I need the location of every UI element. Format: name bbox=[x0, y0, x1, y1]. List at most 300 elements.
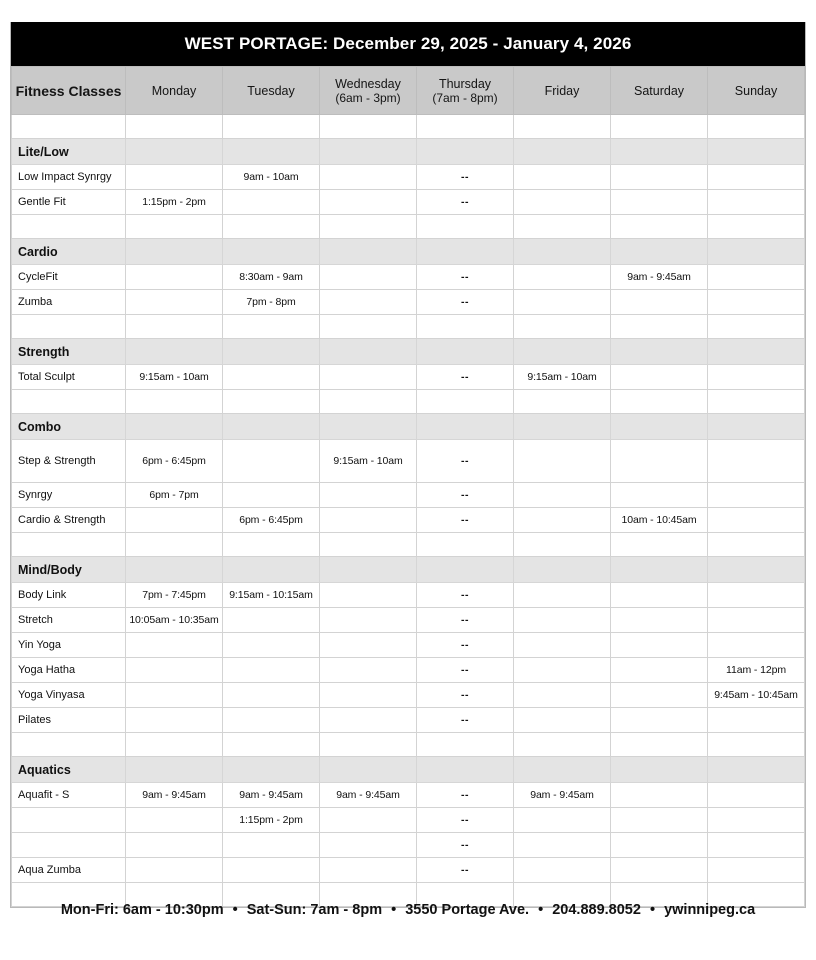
section-title: Strength bbox=[12, 339, 126, 365]
class-row bbox=[12, 833, 805, 858]
class-empty-slot bbox=[611, 365, 708, 390]
footer-separator-icon: • bbox=[538, 902, 544, 918]
class-empty-slot bbox=[708, 783, 805, 808]
class-name: Cardio & Strength bbox=[12, 508, 126, 533]
class-empty-slot bbox=[514, 833, 611, 858]
column-header-label: Tuesday bbox=[247, 83, 295, 98]
spacer-row bbox=[12, 533, 805, 557]
class-unavailable-mark: -- bbox=[417, 708, 514, 733]
section-header-row-aquatics bbox=[12, 757, 805, 783]
class-name: Yin Yoga bbox=[12, 633, 126, 658]
column-header-sunday bbox=[708, 67, 805, 115]
class-row bbox=[12, 265, 805, 290]
class-empty-slot bbox=[126, 265, 223, 290]
spacer-cell bbox=[223, 533, 320, 557]
class-empty-slot bbox=[320, 658, 417, 683]
class-empty-slot bbox=[223, 658, 320, 683]
class-empty-slot bbox=[514, 165, 611, 190]
class-empty-slot bbox=[514, 858, 611, 883]
section-header-cell bbox=[611, 139, 708, 165]
column-header-label: Monday bbox=[151, 83, 197, 98]
spacer-row bbox=[12, 733, 805, 757]
spacer-cell bbox=[417, 115, 514, 139]
column-header-saturday bbox=[611, 67, 708, 115]
class-empty-slot bbox=[514, 190, 611, 215]
section-header-cell bbox=[514, 139, 611, 165]
class-row bbox=[12, 608, 805, 633]
class-empty-slot bbox=[514, 583, 611, 608]
class-unavailable-mark: -- bbox=[417, 583, 514, 608]
class-empty-slot bbox=[611, 683, 708, 708]
column-header-label: Friday bbox=[544, 83, 580, 98]
class-empty-slot bbox=[514, 658, 611, 683]
class-empty-slot bbox=[514, 483, 611, 508]
section-header-cell bbox=[320, 339, 417, 365]
class-unavailable-mark: -- bbox=[417, 783, 514, 808]
section-header-cell bbox=[320, 557, 417, 583]
class-empty-slot bbox=[320, 165, 417, 190]
spacer-row bbox=[12, 115, 805, 139]
spacer-cell bbox=[708, 115, 805, 139]
spacer-cell bbox=[417, 315, 514, 339]
class-time-slot[interactable]: 9am - 9:45am bbox=[514, 783, 611, 808]
section-header-cell bbox=[417, 239, 514, 265]
section-header-cell bbox=[223, 757, 320, 783]
section-title: Mind/Body bbox=[12, 557, 126, 583]
spacer-cell bbox=[126, 733, 223, 757]
footer-address: 3550 Portage Ave. bbox=[405, 902, 530, 918]
section-header-cell bbox=[611, 339, 708, 365]
section-header-cell bbox=[223, 557, 320, 583]
column-header-label: Thursday bbox=[438, 76, 492, 91]
class-empty-slot bbox=[708, 608, 805, 633]
class-empty-slot bbox=[708, 190, 805, 215]
class-empty-slot bbox=[514, 508, 611, 533]
class-empty-slot bbox=[320, 265, 417, 290]
column-header-hours: (7am - 8pm) bbox=[432, 90, 498, 105]
spacer-cell bbox=[223, 390, 320, 414]
footer-info bbox=[0, 902, 816, 918]
class-empty-slot bbox=[708, 365, 805, 390]
footer-separator-icon: • bbox=[232, 902, 238, 918]
class-empty-slot bbox=[514, 265, 611, 290]
class-unavailable-mark: -- bbox=[417, 483, 514, 508]
spacer-cell bbox=[126, 215, 223, 239]
class-empty-slot bbox=[223, 683, 320, 708]
section-title: Aquatics bbox=[12, 757, 126, 783]
class-empty-slot bbox=[611, 858, 708, 883]
section-title: Cardio bbox=[12, 239, 126, 265]
spacer-cell bbox=[320, 390, 417, 414]
spacer-cell bbox=[126, 390, 223, 414]
class-row bbox=[12, 783, 805, 808]
class-row bbox=[12, 708, 805, 733]
class-name: Yoga Vinyasa bbox=[12, 683, 126, 708]
class-time-slot[interactable]: 6pm - 6:45pm bbox=[126, 440, 223, 483]
section-header-cell bbox=[514, 414, 611, 440]
class-empty-slot bbox=[126, 165, 223, 190]
class-row bbox=[12, 633, 805, 658]
class-row bbox=[12, 808, 805, 833]
column-header-label: Wednesday bbox=[335, 76, 401, 91]
class-empty-slot bbox=[611, 440, 708, 483]
class-empty-slot bbox=[514, 440, 611, 483]
class-row bbox=[12, 365, 805, 390]
class-unavailable-mark: -- bbox=[417, 833, 514, 858]
class-name: Total Sculpt bbox=[12, 365, 126, 390]
class-empty-slot bbox=[126, 658, 223, 683]
class-name: Aquafit - S bbox=[12, 783, 126, 808]
spacer-cell bbox=[320, 315, 417, 339]
class-name bbox=[12, 808, 126, 833]
section-header-cell bbox=[708, 239, 805, 265]
class-unavailable-mark: -- bbox=[417, 858, 514, 883]
section-header-cell bbox=[223, 339, 320, 365]
class-empty-slot bbox=[611, 483, 708, 508]
section-header-cell bbox=[320, 139, 417, 165]
class-time-slot[interactable]: 1:15pm - 2pm bbox=[126, 190, 223, 215]
section-header-cell bbox=[126, 414, 223, 440]
section-header-row-mind-body bbox=[12, 557, 805, 583]
class-name: Stretch bbox=[12, 608, 126, 633]
class-time-slot[interactable]: 6pm - 6:45pm bbox=[223, 508, 320, 533]
class-unavailable-mark: -- bbox=[417, 608, 514, 633]
section-title: Lite/Low bbox=[12, 139, 126, 165]
class-row bbox=[12, 858, 805, 883]
class-empty-slot bbox=[320, 858, 417, 883]
spacer-cell bbox=[320, 533, 417, 557]
class-name: CycleFit bbox=[12, 265, 126, 290]
spacer-cell bbox=[514, 733, 611, 757]
spacer-cell bbox=[417, 215, 514, 239]
banner-title: WEST PORTAGE: December 29, 2025 - January 4, 2026 bbox=[184, 34, 632, 53]
class-empty-slot bbox=[320, 633, 417, 658]
class-empty-slot bbox=[320, 483, 417, 508]
class-empty-slot bbox=[708, 165, 805, 190]
spacer-cell bbox=[417, 390, 514, 414]
spacer-row bbox=[12, 390, 805, 414]
class-empty-slot bbox=[611, 165, 708, 190]
class-time-slot[interactable]: 9am - 9:45am bbox=[126, 783, 223, 808]
class-time-slot[interactable]: 9:15am - 10am bbox=[126, 365, 223, 390]
spacer-cell bbox=[417, 533, 514, 557]
section-header-cell bbox=[708, 757, 805, 783]
class-row bbox=[12, 508, 805, 533]
class-name: Yoga Hatha bbox=[12, 658, 126, 683]
column-header-friday bbox=[514, 67, 611, 115]
section-header-cell bbox=[514, 757, 611, 783]
spacer-cell bbox=[12, 390, 126, 414]
class-time-slot[interactable]: 10:05am - 10:35am bbox=[126, 608, 223, 633]
class-name: Zumba bbox=[12, 290, 126, 315]
class-empty-slot bbox=[320, 583, 417, 608]
fitness-schedule-table bbox=[11, 66, 805, 907]
class-unavailable-mark: -- bbox=[417, 290, 514, 315]
class-time-slot[interactable]: 6pm - 7pm bbox=[126, 483, 223, 508]
class-name: Synrgy bbox=[12, 483, 126, 508]
spacer-cell bbox=[708, 733, 805, 757]
section-header-row-lite-low bbox=[12, 139, 805, 165]
class-empty-slot bbox=[126, 290, 223, 315]
spacer-cell bbox=[708, 215, 805, 239]
class-empty-slot bbox=[223, 440, 320, 483]
class-empty-slot bbox=[320, 365, 417, 390]
class-row bbox=[12, 683, 805, 708]
class-empty-slot bbox=[126, 508, 223, 533]
spacer-cell bbox=[514, 390, 611, 414]
class-time-slot[interactable]: 1:15pm - 2pm bbox=[223, 808, 320, 833]
section-header-cell bbox=[126, 339, 223, 365]
footer-separator-icon: • bbox=[649, 902, 656, 918]
column-header-fitness-classes bbox=[12, 67, 126, 115]
spacer-cell bbox=[611, 115, 708, 139]
spacer-cell bbox=[611, 315, 708, 339]
section-header-cell bbox=[417, 139, 514, 165]
section-header-cell bbox=[126, 139, 223, 165]
class-empty-slot bbox=[126, 633, 223, 658]
class-empty-slot bbox=[708, 483, 805, 508]
spacer-row bbox=[12, 215, 805, 239]
section-header-cell bbox=[708, 414, 805, 440]
class-empty-slot bbox=[708, 440, 805, 483]
class-unavailable-mark: -- bbox=[417, 808, 514, 833]
class-empty-slot bbox=[611, 658, 708, 683]
class-empty-slot bbox=[611, 783, 708, 808]
section-header-cell bbox=[320, 414, 417, 440]
section-header-cell bbox=[223, 139, 320, 165]
class-name: Gentle Fit bbox=[12, 190, 126, 215]
class-name: Aqua Zumba bbox=[12, 858, 126, 883]
title-banner bbox=[11, 22, 805, 66]
class-empty-slot bbox=[320, 508, 417, 533]
section-header-cell bbox=[708, 339, 805, 365]
class-row bbox=[12, 483, 805, 508]
class-empty-slot bbox=[611, 708, 708, 733]
class-row bbox=[12, 165, 805, 190]
spacer-cell bbox=[611, 390, 708, 414]
class-time-slot[interactable]: 9:45am - 10:45am bbox=[708, 683, 805, 708]
section-header-cell bbox=[417, 414, 514, 440]
footer-weekday-hours: Mon-Fri: 6am - 10:30pm bbox=[60, 902, 224, 918]
spacer-cell bbox=[223, 733, 320, 757]
class-name bbox=[12, 833, 126, 858]
section-header-cell bbox=[611, 414, 708, 440]
class-empty-slot bbox=[223, 708, 320, 733]
class-name: Body Link bbox=[12, 583, 126, 608]
class-row bbox=[12, 658, 805, 683]
class-empty-slot bbox=[223, 608, 320, 633]
class-empty-slot bbox=[514, 808, 611, 833]
class-time-slot[interactable]: 7pm - 8pm bbox=[223, 290, 320, 315]
section-header-row-strength bbox=[12, 339, 805, 365]
class-unavailable-mark: -- bbox=[417, 658, 514, 683]
day-header-row bbox=[12, 67, 805, 115]
section-header-cell bbox=[611, 757, 708, 783]
class-empty-slot bbox=[320, 683, 417, 708]
footer-website[interactable]: ywinnipeg.ca bbox=[664, 902, 756, 918]
section-header-row-combo bbox=[12, 414, 805, 440]
spacer-cell bbox=[12, 733, 126, 757]
class-empty-slot bbox=[708, 808, 805, 833]
class-empty-slot bbox=[223, 833, 320, 858]
section-header-cell bbox=[417, 557, 514, 583]
class-unavailable-mark: -- bbox=[417, 190, 514, 215]
class-row bbox=[12, 290, 805, 315]
class-time-slot[interactable]: 9am - 9:45am bbox=[611, 265, 708, 290]
class-row bbox=[12, 583, 805, 608]
section-header-cell bbox=[126, 557, 223, 583]
class-empty-slot bbox=[223, 633, 320, 658]
class-empty-slot bbox=[708, 265, 805, 290]
class-name: Low Impact Synrgy bbox=[12, 165, 126, 190]
class-empty-slot bbox=[708, 633, 805, 658]
class-empty-slot bbox=[611, 608, 708, 633]
class-empty-slot bbox=[708, 508, 805, 533]
class-time-slot[interactable]: 9:15am - 10am bbox=[320, 440, 417, 483]
spacer-cell bbox=[126, 533, 223, 557]
class-empty-slot bbox=[126, 683, 223, 708]
spacer-cell bbox=[514, 215, 611, 239]
section-header-cell bbox=[611, 239, 708, 265]
class-empty-slot bbox=[514, 683, 611, 708]
class-empty-slot bbox=[708, 833, 805, 858]
class-empty-slot bbox=[320, 190, 417, 215]
class-unavailable-mark: -- bbox=[417, 165, 514, 190]
class-empty-slot bbox=[126, 833, 223, 858]
class-time-slot[interactable]: 9am - 9:45am bbox=[320, 783, 417, 808]
spacer-cell bbox=[708, 533, 805, 557]
column-header-thursday bbox=[417, 67, 514, 115]
class-time-slot[interactable]: 11am - 12pm bbox=[708, 658, 805, 683]
spacer-cell bbox=[514, 315, 611, 339]
spacer-cell bbox=[611, 733, 708, 757]
column-header-label: Saturday bbox=[633, 83, 685, 98]
section-header-cell bbox=[320, 239, 417, 265]
class-row bbox=[12, 190, 805, 215]
spacer-cell bbox=[611, 533, 708, 557]
class-time-slot[interactable]: 9:15am - 10am bbox=[514, 365, 611, 390]
class-empty-slot bbox=[223, 365, 320, 390]
section-header-cell bbox=[320, 757, 417, 783]
class-time-slot[interactable]: 8:30am - 9am bbox=[223, 265, 320, 290]
spacer-cell bbox=[223, 115, 320, 139]
class-empty-slot bbox=[320, 808, 417, 833]
spacer-cell bbox=[223, 215, 320, 239]
class-empty-slot bbox=[514, 633, 611, 658]
class-empty-slot bbox=[320, 708, 417, 733]
class-empty-slot bbox=[708, 708, 805, 733]
class-unavailable-mark: -- bbox=[417, 365, 514, 390]
section-header-cell bbox=[126, 757, 223, 783]
class-empty-slot bbox=[611, 290, 708, 315]
section-header-cell bbox=[126, 239, 223, 265]
section-header-cell bbox=[223, 239, 320, 265]
class-empty-slot bbox=[223, 190, 320, 215]
class-empty-slot bbox=[514, 608, 611, 633]
spacer-cell bbox=[223, 315, 320, 339]
class-empty-slot bbox=[126, 708, 223, 733]
footer-phone[interactable]: 204.889.8052 bbox=[552, 902, 641, 918]
spacer-cell bbox=[320, 215, 417, 239]
class-empty-slot bbox=[708, 583, 805, 608]
spacer-cell bbox=[514, 115, 611, 139]
class-empty-slot bbox=[320, 833, 417, 858]
spacer-cell bbox=[320, 115, 417, 139]
class-empty-slot bbox=[611, 583, 708, 608]
class-empty-slot bbox=[223, 858, 320, 883]
class-time-slot[interactable]: 10am - 10:45am bbox=[611, 508, 708, 533]
class-empty-slot bbox=[514, 708, 611, 733]
class-time-slot[interactable]: 9am - 9:45am bbox=[223, 783, 320, 808]
class-empty-slot bbox=[223, 483, 320, 508]
spacer-cell bbox=[514, 533, 611, 557]
column-header-wednesday bbox=[320, 67, 417, 115]
class-unavailable-mark: -- bbox=[417, 508, 514, 533]
class-name: Step & Strength bbox=[12, 440, 126, 483]
column-header-label: Sunday bbox=[734, 83, 778, 98]
spacer-row bbox=[12, 315, 805, 339]
class-time-slot[interactable]: 9am - 10am bbox=[223, 165, 320, 190]
section-header-cell bbox=[417, 757, 514, 783]
class-empty-slot bbox=[126, 858, 223, 883]
class-name: Pilates bbox=[12, 708, 126, 733]
spacer-cell bbox=[12, 315, 126, 339]
class-empty-slot bbox=[611, 833, 708, 858]
section-header-row-cardio bbox=[12, 239, 805, 265]
class-empty-slot bbox=[611, 633, 708, 658]
spacer-cell bbox=[320, 733, 417, 757]
footer-weekend-hours: Sat-Sun: 7am - 8pm bbox=[246, 902, 383, 918]
spacer-cell bbox=[708, 315, 805, 339]
column-header-monday bbox=[126, 67, 223, 115]
section-header-cell bbox=[514, 239, 611, 265]
class-unavailable-mark: -- bbox=[417, 683, 514, 708]
spacer-cell bbox=[417, 733, 514, 757]
section-header-cell bbox=[708, 139, 805, 165]
section-header-cell bbox=[417, 339, 514, 365]
class-time-slot[interactable]: 9:15am - 10:15am bbox=[223, 583, 320, 608]
class-empty-slot bbox=[708, 858, 805, 883]
section-header-cell bbox=[223, 414, 320, 440]
section-title: Combo bbox=[12, 414, 126, 440]
class-empty-slot bbox=[611, 808, 708, 833]
class-empty-slot bbox=[708, 290, 805, 315]
section-header-cell bbox=[514, 557, 611, 583]
spacer-cell bbox=[12, 215, 126, 239]
class-time-slot[interactable]: 7pm - 7:45pm bbox=[126, 583, 223, 608]
class-empty-slot bbox=[514, 290, 611, 315]
class-unavailable-mark: -- bbox=[417, 440, 514, 483]
spacer-cell bbox=[611, 215, 708, 239]
schedule-body bbox=[12, 67, 805, 907]
section-header-cell bbox=[611, 557, 708, 583]
class-unavailable-mark: -- bbox=[417, 633, 514, 658]
section-header-cell bbox=[514, 339, 611, 365]
class-empty-slot bbox=[320, 608, 417, 633]
spacer-cell bbox=[708, 390, 805, 414]
column-header-hours: (6am - 3pm) bbox=[335, 90, 401, 105]
footer-separator-icon: • bbox=[391, 902, 397, 918]
schedule-sheet bbox=[10, 22, 806, 908]
column-header-tuesday bbox=[223, 67, 320, 115]
spacer-cell bbox=[126, 115, 223, 139]
class-empty-slot bbox=[611, 190, 708, 215]
spacer-cell bbox=[126, 315, 223, 339]
class-row bbox=[12, 440, 805, 483]
class-empty-slot bbox=[320, 290, 417, 315]
column-header-label: Fitness Classes bbox=[15, 82, 122, 99]
spacer-cell bbox=[12, 533, 126, 557]
